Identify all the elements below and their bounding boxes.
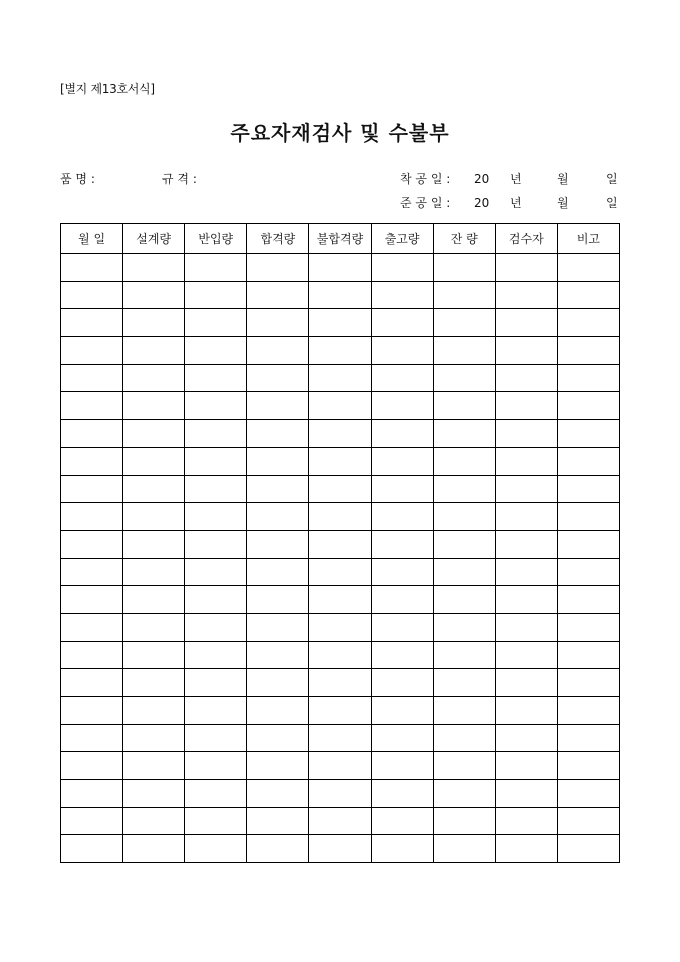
table-cell[interactable] [557,364,619,392]
end-date-month-unit: 월 [557,196,569,210]
table-row [61,254,620,282]
table-cell[interactable] [247,835,309,863]
col-header-failed-qty: 불합격량 [309,224,371,254]
table-cell[interactable] [495,530,557,558]
table-cell[interactable] [247,254,309,282]
table-cell[interactable] [185,724,247,752]
table-cell[interactable] [123,807,185,835]
table-row [61,475,620,503]
table-cell[interactable] [433,364,495,392]
table-cell[interactable] [557,697,619,725]
spec-label: 규 격 : [162,172,197,186]
table-row [61,697,620,725]
table-cell[interactable] [433,558,495,586]
table-cell[interactable] [185,364,247,392]
table-cell[interactable] [61,807,123,835]
table-cell[interactable] [247,558,309,586]
table-cell[interactable] [247,475,309,503]
table-cell[interactable] [371,780,433,808]
table-cell[interactable] [61,780,123,808]
start-date-year-prefix: 20 [474,172,490,186]
end-date-day-unit: 일 [606,196,618,210]
table-row [61,807,620,835]
table-cell[interactable] [371,807,433,835]
table-cell[interactable] [495,724,557,752]
table-cell[interactable] [495,254,557,282]
table-cell[interactable] [185,752,247,780]
table-row [61,613,620,641]
table-cell[interactable] [557,420,619,448]
table-cell[interactable] [309,309,371,337]
table-cell[interactable] [433,752,495,780]
table-cell[interactable] [495,752,557,780]
col-header-passed-qty: 합격량 [247,224,309,254]
table-cell[interactable] [247,447,309,475]
table-cell[interactable] [123,392,185,420]
table-cell[interactable] [247,337,309,365]
table-cell[interactable] [495,697,557,725]
end-date-year-unit: 년 [510,196,522,210]
table-cell[interactable] [309,392,371,420]
table-cell[interactable] [309,724,371,752]
table-cell[interactable] [557,281,619,309]
ledger-body [61,254,620,863]
table-cell[interactable] [123,281,185,309]
table-cell[interactable] [433,337,495,365]
table-row [61,641,620,669]
table-cell[interactable] [61,697,123,725]
table-cell[interactable] [309,835,371,863]
table-cell[interactable] [123,254,185,282]
table-cell[interactable] [557,807,619,835]
table-cell[interactable] [61,669,123,697]
table-cell[interactable] [495,475,557,503]
col-header-remaining-qty: 잔 량 [433,224,495,254]
table-cell[interactable] [309,586,371,614]
table-cell[interactable] [433,835,495,863]
table-cell[interactable] [495,309,557,337]
table-cell[interactable] [247,669,309,697]
table-cell[interactable] [433,281,495,309]
col-header-shipped-qty: 출고량 [371,224,433,254]
table-cell[interactable] [61,309,123,337]
table-row [61,558,620,586]
table-cell[interactable] [371,835,433,863]
table-cell[interactable] [557,780,619,808]
start-date-row [400,171,620,187]
table-cell[interactable] [61,364,123,392]
table-cell[interactable] [247,613,309,641]
table-cell[interactable] [557,447,619,475]
table-cell[interactable] [433,420,495,448]
table-cell[interactable] [185,420,247,448]
table-cell[interactable] [371,752,433,780]
table-cell[interactable] [557,309,619,337]
table-cell[interactable] [371,475,433,503]
table-cell[interactable] [433,254,495,282]
table-row [61,835,620,863]
table-cell[interactable] [309,337,371,365]
start-date-year-unit: 년 [510,172,522,186]
table-cell[interactable] [61,337,123,365]
table-cell[interactable] [61,254,123,282]
table-cell[interactable] [123,530,185,558]
table-row [61,281,620,309]
table-cell[interactable] [371,558,433,586]
table-cell[interactable] [309,475,371,503]
table-cell[interactable] [557,752,619,780]
table-cell[interactable] [123,558,185,586]
table-cell[interactable] [433,392,495,420]
table-cell[interactable] [247,530,309,558]
table-cell[interactable] [433,447,495,475]
table-cell[interactable] [557,530,619,558]
table-cell[interactable] [371,254,433,282]
table-cell[interactable] [185,641,247,669]
table-row [61,392,620,420]
table-cell[interactable] [185,530,247,558]
table-cell[interactable] [557,613,619,641]
table-cell[interactable] [557,503,619,531]
table-cell[interactable] [309,503,371,531]
table-row [61,420,620,448]
table-cell[interactable] [557,254,619,282]
table-cell[interactable] [557,835,619,863]
table-cell[interactable] [433,669,495,697]
table-row [61,364,620,392]
table-cell[interactable] [371,392,433,420]
table-cell[interactable] [247,697,309,725]
table-cell[interactable] [495,586,557,614]
table-row [61,309,620,337]
table-cell[interactable] [123,835,185,863]
table-cell[interactable] [247,392,309,420]
col-header-date: 월 일 [61,224,123,254]
table-cell[interactable] [61,420,123,448]
table-cell[interactable] [309,558,371,586]
table-cell[interactable] [371,669,433,697]
table-cell[interactable] [495,669,557,697]
form-number: [별지 제13호서식] [60,82,155,96]
table-cell[interactable] [309,752,371,780]
table-cell[interactable] [433,780,495,808]
table-cell[interactable] [247,503,309,531]
table-cell[interactable] [185,835,247,863]
item-name-label: 품 명 : [60,172,95,186]
table-cell[interactable] [371,309,433,337]
table-cell[interactable] [557,392,619,420]
col-header-inspector: 검수자 [495,224,557,254]
table-cell[interactable] [309,530,371,558]
table-row [61,586,620,614]
table-cell[interactable] [309,364,371,392]
table-cell[interactable] [433,475,495,503]
table-cell[interactable] [185,254,247,282]
table-cell[interactable] [61,447,123,475]
table-cell[interactable] [495,337,557,365]
table-cell[interactable] [371,724,433,752]
table-cell[interactable] [433,309,495,337]
table-row [61,530,620,558]
table-cell[interactable] [185,475,247,503]
table-cell[interactable] [185,309,247,337]
start-date-day-unit: 일 [606,172,618,186]
table-cell[interactable] [309,669,371,697]
table-cell[interactable] [185,337,247,365]
table-cell[interactable] [433,530,495,558]
table-cell[interactable] [495,392,557,420]
table-cell[interactable] [185,558,247,586]
table-cell[interactable] [371,337,433,365]
table-cell[interactable] [309,613,371,641]
table-row [61,752,620,780]
table-cell[interactable] [61,586,123,614]
table-cell[interactable] [61,752,123,780]
end-date-year-prefix: 20 [474,196,490,210]
table-cell[interactable] [309,697,371,725]
table-row [61,724,620,752]
table-cell[interactable] [185,447,247,475]
table-cell[interactable] [123,503,185,531]
table-cell[interactable] [557,724,619,752]
table-cell[interactable] [61,530,123,558]
table-cell[interactable] [247,724,309,752]
table-cell[interactable] [247,641,309,669]
table-cell[interactable] [61,503,123,531]
table-cell[interactable] [123,420,185,448]
table-cell[interactable] [371,447,433,475]
table-cell[interactable] [61,613,123,641]
table-cell[interactable] [309,807,371,835]
table-cell[interactable] [185,669,247,697]
table-cell[interactable] [495,613,557,641]
table-cell[interactable] [123,586,185,614]
col-header-remarks: 비고 [557,224,619,254]
table-cell[interactable] [185,281,247,309]
table-cell[interactable] [557,475,619,503]
table-cell[interactable] [433,697,495,725]
col-header-design-qty: 설계량 [123,224,185,254]
table-cell[interactable] [557,337,619,365]
table-row [61,780,620,808]
table-cell[interactable] [371,641,433,669]
table-cell[interactable] [247,420,309,448]
start-date-month-unit: 월 [557,172,569,186]
table-cell[interactable] [495,807,557,835]
table-cell[interactable] [309,254,371,282]
table-cell[interactable] [309,447,371,475]
table-cell[interactable] [247,364,309,392]
table-cell[interactable] [371,364,433,392]
table-cell[interactable] [247,309,309,337]
table-cell[interactable] [123,724,185,752]
table-cell[interactable] [61,835,123,863]
table-cell[interactable] [61,392,123,420]
table-cell[interactable] [557,641,619,669]
table-row [61,669,620,697]
table-cell[interactable] [371,281,433,309]
table-cell[interactable] [495,503,557,531]
table-cell[interactable] [185,697,247,725]
table-cell[interactable] [495,641,557,669]
table-cell[interactable] [371,530,433,558]
col-header-received-qty: 반입량 [185,224,247,254]
table-cell[interactable] [309,420,371,448]
ledger-table [60,223,620,863]
table-cell[interactable] [495,558,557,586]
table-cell[interactable] [61,724,123,752]
table-cell[interactable] [433,586,495,614]
table-cell[interactable] [123,641,185,669]
table-cell[interactable] [123,475,185,503]
table-cell[interactable] [557,558,619,586]
table-cell[interactable] [433,807,495,835]
table-cell[interactable] [123,752,185,780]
table-cell[interactable] [557,586,619,614]
table-cell[interactable] [185,586,247,614]
table-cell[interactable] [247,586,309,614]
table-row [61,447,620,475]
table-cell[interactable] [309,281,371,309]
table-cell[interactable] [433,503,495,531]
table-cell[interactable] [61,558,123,586]
table-cell[interactable] [61,641,123,669]
table-cell[interactable] [123,364,185,392]
table-cell[interactable] [495,364,557,392]
ledger-header-row [61,224,620,254]
table-cell[interactable] [433,641,495,669]
end-date-label: 준 공 일 : [400,196,451,210]
table-cell[interactable] [495,447,557,475]
table-cell[interactable] [495,420,557,448]
table-cell[interactable] [495,835,557,863]
table-cell[interactable] [185,807,247,835]
table-cell[interactable] [247,281,309,309]
table-row [61,337,620,365]
table-cell[interactable] [123,613,185,641]
table-cell[interactable] [123,697,185,725]
table-cell[interactable] [247,807,309,835]
table-cell[interactable] [371,586,433,614]
table-cell[interactable] [371,420,433,448]
table-cell[interactable] [123,337,185,365]
table-cell[interactable] [185,392,247,420]
table-cell[interactable] [495,281,557,309]
table-cell[interactable] [123,309,185,337]
table-cell[interactable] [309,780,371,808]
table-cell[interactable] [61,475,123,503]
page-title: 주요자재검사 및 수불부 [230,121,450,145]
table-cell[interactable] [557,669,619,697]
table-cell[interactable] [61,281,123,309]
table-cell[interactable] [185,780,247,808]
table-cell[interactable] [185,613,247,641]
table-cell[interactable] [433,613,495,641]
table-cell[interactable] [371,503,433,531]
table-cell[interactable] [247,780,309,808]
table-cell[interactable] [247,752,309,780]
end-date-row [400,195,620,211]
table-cell[interactable] [185,503,247,531]
table-cell[interactable] [371,613,433,641]
table-cell[interactable] [123,780,185,808]
start-date-label: 착 공 일 : [400,172,451,186]
table-cell[interactable] [433,724,495,752]
table-cell[interactable] [123,669,185,697]
table-cell[interactable] [495,780,557,808]
table-cell[interactable] [371,697,433,725]
table-cell[interactable] [309,641,371,669]
table-cell[interactable] [123,447,185,475]
table-row [61,503,620,531]
